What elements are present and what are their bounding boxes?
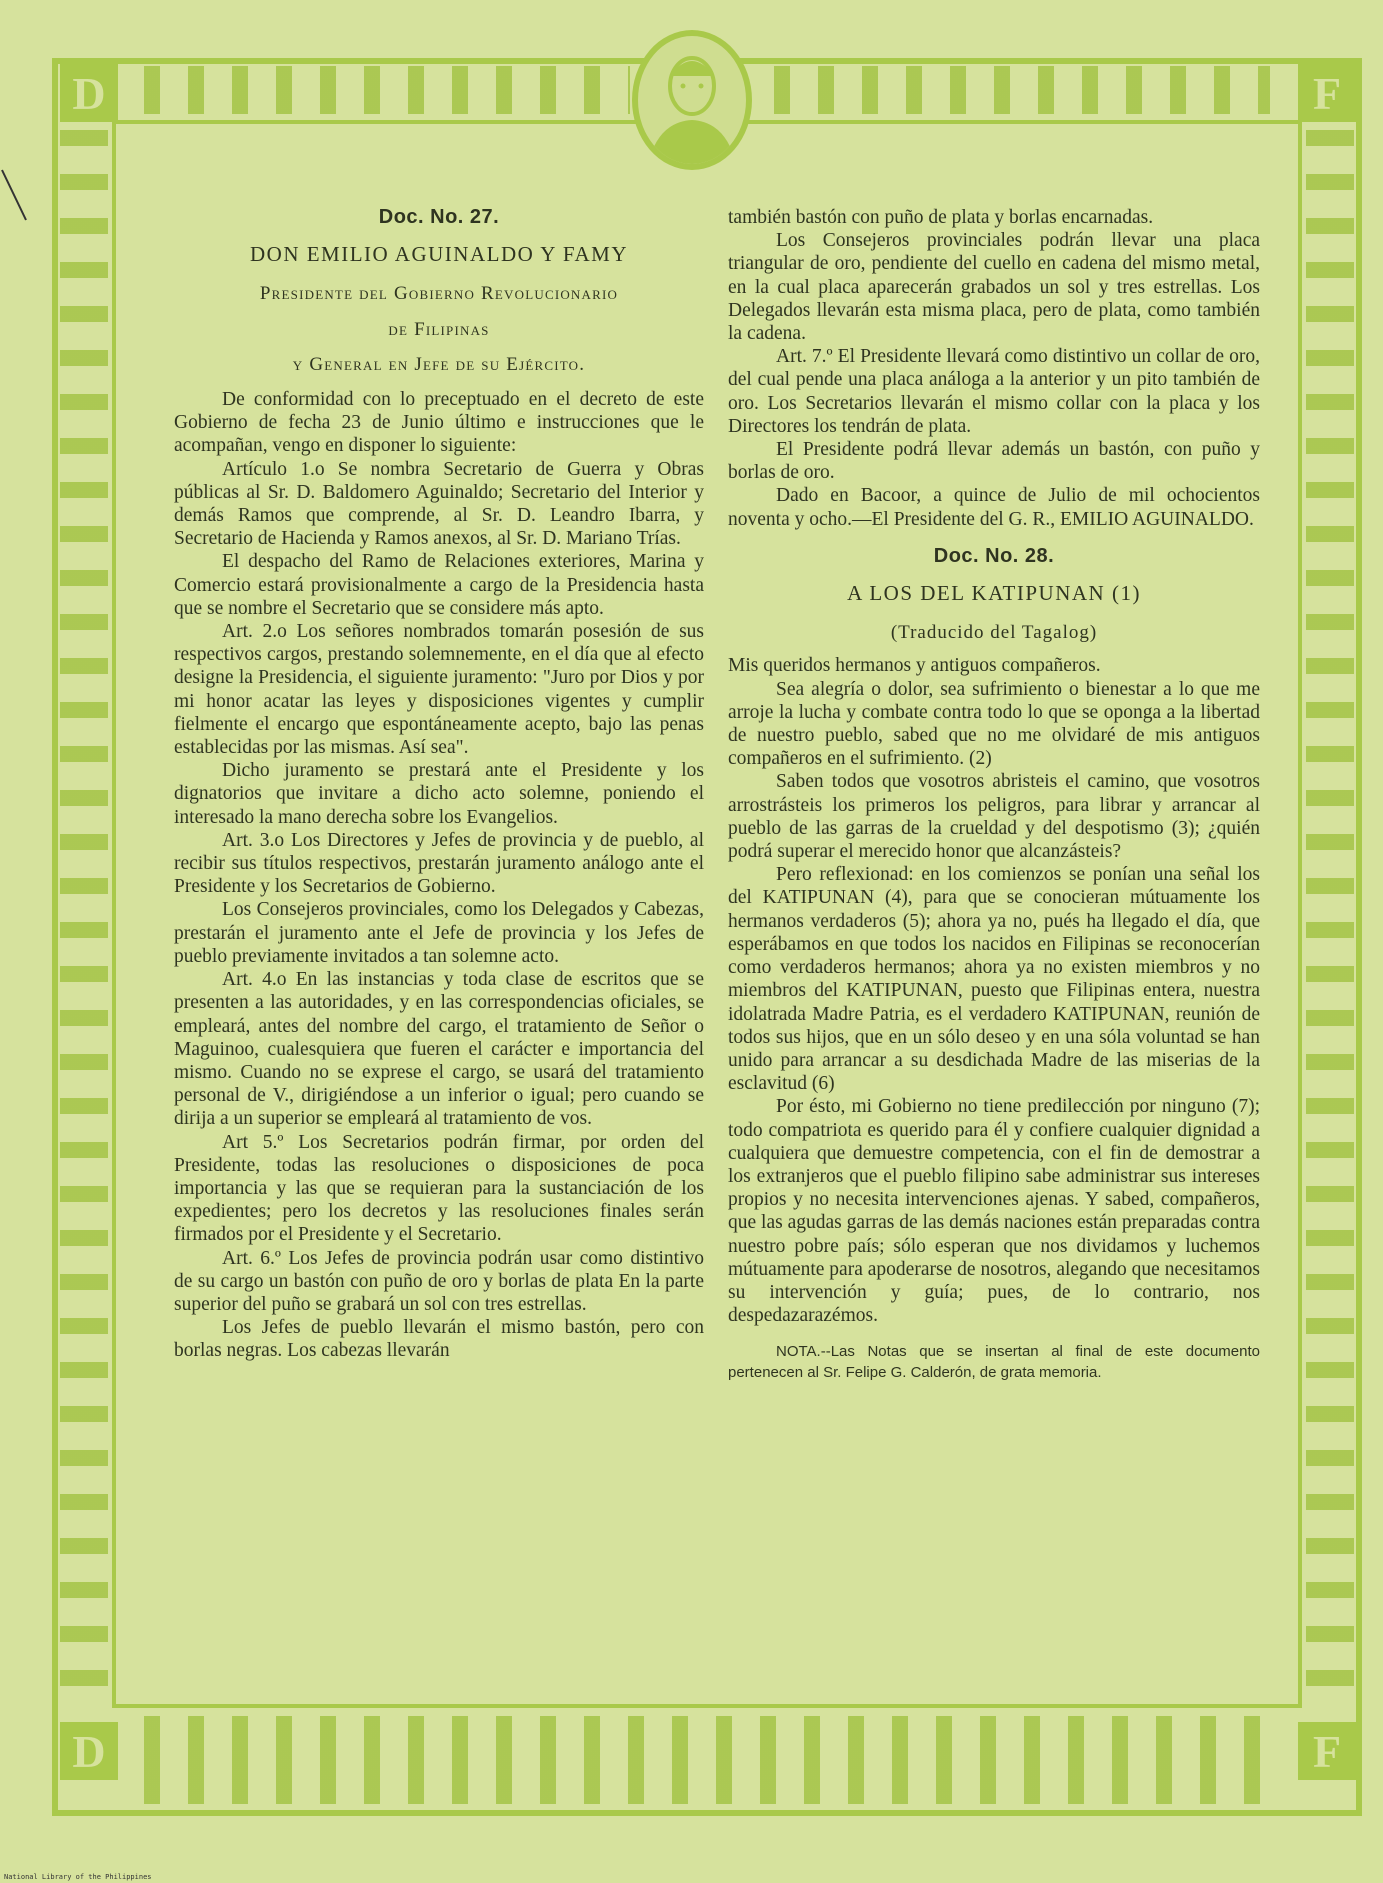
corner-letter-bottom-right: F <box>1298 1722 1356 1780</box>
corner-letter-bottom-left: D <box>60 1722 118 1780</box>
paragraph: Los Jefes de pueblo llevarán el mismo bastón, pero con borlas negras. Los cabezas llevarán <box>174 1317 704 1362</box>
corner-letter-top-right: F <box>1298 64 1356 122</box>
paragraph: Sea alegría o dolor, sea sufrimiento o bienestar a lo que me arroje la lucha y combate contra todo lo que se oponga a la libertad de nuestro pueblo, sabed que no me olvidaré de mis antiguos compañeros en el sufrimiento. (2) <box>728 678 1260 770</box>
paragraph: Dicho juramento se prestará ante el Presidente y los dignatorios que invitare a dicho acto solemne, poniendo el interesado la mano derecha sobre los Evangelios. <box>174 760 704 828</box>
paragraph: Art. 3.o Los Directores y Jefes de provincia y de pueblo, al recibir sus títulos respectivos, prestarán juramento análogo ante el Presidente y los Secretarios de Gobierno. <box>174 829 704 898</box>
doc-27-subtitle-3: y General en Jefe de su Ejército. <box>292 353 586 375</box>
doc-27-subtitle-2: de Filipinas <box>388 318 490 340</box>
paragraph: Pero reflexionad: en los comienzos se ponían una señal los del KATIPUNAN (4), para que se conocieran mútuamente los hermanos verdaderos (5); ahora ya no, pués ha llegado el día, que esperábamos en que todos los nacidos en Filipinas se reconocerían como verdaderos hermanos; ahora ya no existen miembros y no miembros del KATIPUNAN, puesto que Filipinas entera, nuestra idolatrada Madre Patria, es el verdadero KATIPUNAN, reunión de todos sus hijos, que en un sólo deseo y en una sóla voluntad se han unido para arrancar a su desdichada Madre de las miserias de la esclavitud (6) <box>728 864 1260 1095</box>
portrait-medallion <box>632 30 752 170</box>
paragraph: El despacho del Ramo de Relaciones exteriores, Marina y Comercio estará provisionalmente a cargo de la Presidencia hasta que se nombre el Secretario que se considere más apto. <box>174 551 704 619</box>
paragraph: Art 5.º Los Secretarios podrán firmar, por orden del Presidente, todas las resoluciones o disposiciones de poca importancia y las que se requieran para la sustanciación de los expedientes; pero los decretos y las resoluciones finales serán firmados por el Presidente y el Secretario. <box>174 1131 704 1246</box>
paragraph: Art. 7.º El Presidente llevará como distintivo un collar de oro, del cual pende una placa análoga a la anterior y un pito también de oro. Los Secretarios llevarán el mismo collar con la placa y los Directores los tendrán de plata. <box>728 346 1260 437</box>
paragraph: El Presidente podrá llevar además un bastón, con puño y borlas de oro. <box>728 439 1260 484</box>
scan-artifact-mark <box>0 168 30 228</box>
doc-28-subtitle: (Traducido del Tagalog) <box>890 622 1098 644</box>
paragraph: Art. 2.o Los señores nombrados tomarán posesión de sus respectivos cargos, prestando solemnemente, en el día que al efecto designe la Presidencia, el siguiente juramento: "Juro por Dios y por mi honor acatar las leyes y disposiciones vigentes y cumplir fielmente el encargo que espontáneamente acepto, bajo las penas establecidas por las mismas. Así sea". <box>174 621 704 759</box>
right-column <box>728 206 1260 1383</box>
doc-27-title: DON EMILIO AGUINALDO Y FAMY <box>249 242 629 267</box>
paragraph: Los Consejeros provinciales podrán llevar una placa triangular de oro, pendiente del cuello en cadena del mismo metal, en la cual placa aparecerán grabados un sol y tres estrellas. Los Delegados llevarán esta misma placa, pero de plata, como también la cadena. <box>728 230 1260 345</box>
paragraph: Artículo 1.o Se nombra Secretario de Guerra y Obras públicas al Sr. D. Baldomero Aguinaldo; Secretario del Interior y demás Ramos que comprende, al Sr. D. Leandro Ibarra, y Secretario de Hacienda y Ramos anexos, al Sr. D. Mariano Trías. <box>174 458 704 550</box>
paragraph: Los Consejeros provinciales, como los Delegados y Cabezas, prestarán el juramento ante el Jefe de provincia y los Jefes de pueblo previamente invitados a tan solemne acto. <box>174 899 704 967</box>
paragraph: Art. 6.º Los Jefes de provincia podrán usar como distintivo de su cargo un bastón con puño de oro y borlas de plata En la parte superior del puño se grabará un sol con tres estrellas. <box>174 1247 704 1315</box>
library-footer: National Library of the Philippines <box>4 1873 152 1881</box>
portrait-icon <box>638 36 746 164</box>
salutation: Mis queridos hermanos y antiguos compañeros. <box>728 655 1101 677</box>
doc-27-heading: Doc. No. 27. <box>378 206 500 228</box>
paragraph: Dado en Bacoor, a quince de Julio de mil ochocientos noventa y ocho.—El Presidente del G. R., EMILIO AGUINALDO. <box>728 485 1260 530</box>
doc-27-subtitle-1: Presidente del Gobierno Revolucionario <box>259 283 619 305</box>
doc-28-title: A LOS DEL KATIPUNAN (1) <box>847 581 1141 606</box>
paragraph: De conformidad con lo preceptuado en el decreto de este Gobierno de fecha 23 de Junio último e instrucciones que le acompañan, vengo en disponer lo siguiente: <box>174 389 704 457</box>
paragraph: Art. 4.o En las instancias y toda clase de escritos que se presenten a las autoridades, y en las correspondencias oficiales, se empleará, antes del nombre del cargo, el tratamiento de Señor o Maguinoo, cualesquiera que fueren el carácter e importancia del mismo. Cuando no se exprese el cargo, se usará del tratamiento personal de V., dirigiéndose a un inferior o igual; pero cuando se dirija a un superior se empleará al tratamiento de vos. <box>174 969 704 1130</box>
nota: NOTA.--Las Notas que se insertan al final de este documento pertenecen al Sr. Felipe G. Calderón, de grata memoria. <box>728 1343 1260 1382</box>
paragraph: Saben todos que vosotros abristeis el camino, que vosotros arrostrásteis los primeros los peligros, para librar y arrancar al pueblo de las garras de la crueldad y del despotismo (3); ¿quién podrá superar el merecido honor que alcanzásteis? <box>728 771 1260 863</box>
paragraph: también bastón con puño de plata y borlas encarnadas. <box>728 207 1154 228</box>
doc-28-heading: Doc. No. 28. <box>933 544 1055 567</box>
paragraph: Por ésto, mi Gobierno no tiene predilección por ninguno (7); todo compatriota es querido para él y confiere cualquier dignidad a cualquiera que demuestre competencia, con el fin de demostrar a los extranjeros que el pueblo filipino sabe administrar sus intereses propios y no necesita intervenciones ajenas. Y sabed, compañeros, que las agudas garras de las demás naciones están preparadas contra nuestro pobre país; sólo esperan que nos dividamos y luchemos mútuamente para apoderarse de nosotros, alegando que necesitamos su intervención y guía; pues, de lo contrario, nos despedazarazémos. <box>728 1096 1260 1327</box>
left-column <box>174 206 704 1363</box>
corner-letter-top-left: D <box>60 64 118 122</box>
